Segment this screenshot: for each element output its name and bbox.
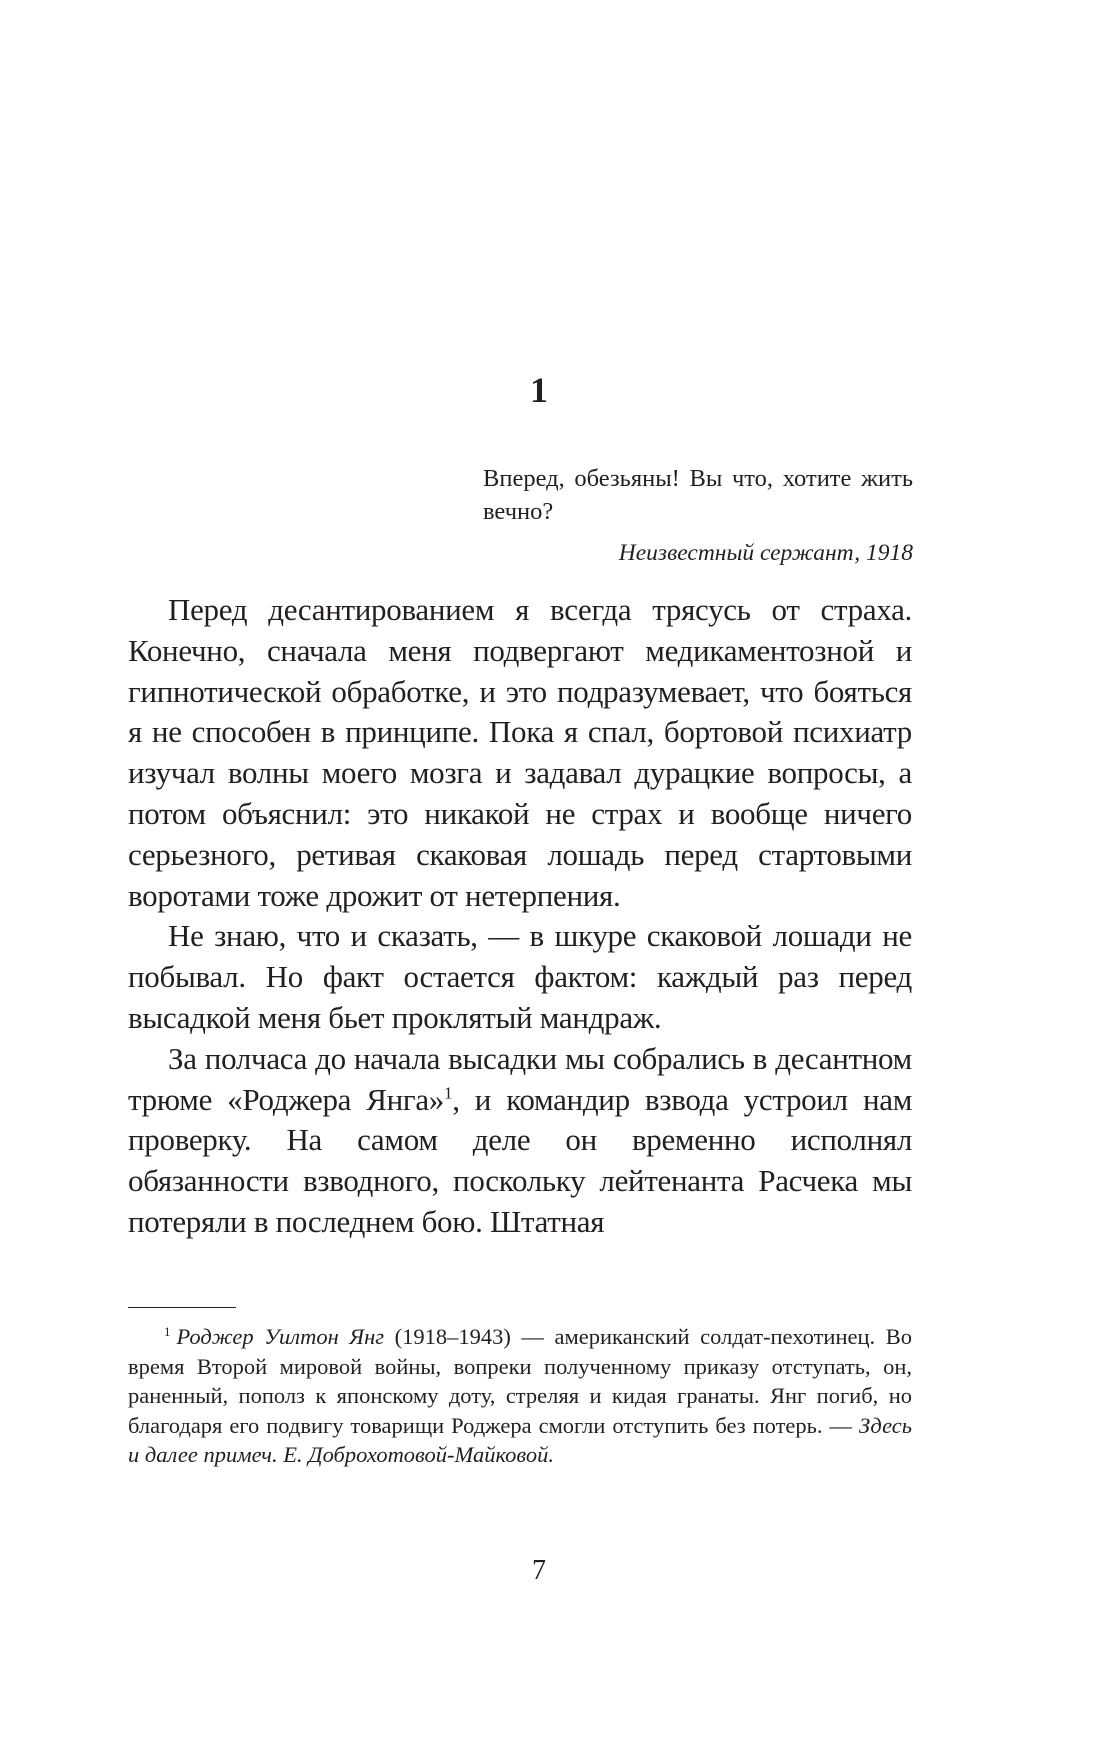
footnote-divider	[128, 1307, 236, 1308]
footnote-reference[interactable]: 1	[444, 1083, 453, 1103]
footnote-translator-note: Здесь и далее примеч. Е. Доброхотовой-Майковой.	[128, 1412, 912, 1467]
footnote	[128, 1322, 912, 1470]
paragraph	[128, 1039, 912, 1243]
paragraph-text: За полчаса до начала высадки мы собрались в десантном трюме «Роджера Янга»	[128, 1040, 912, 1117]
footnote-subject: Роджер Уилтон Янг	[176, 1324, 385, 1349]
chapter-number: 1	[530, 370, 548, 410]
epigraph	[483, 462, 913, 570]
footnote-mark: 1	[164, 1323, 171, 1339]
footnote-text: (1918–1943) — американский солдат-пехотинец. Во время Второй мировой войны, вопреки полученному приказу отступать, он, раненный, пополз к японскому доту, стреляя и кидая гранаты. Янг погиб, но благодаря его подвигу товарищи Роджера смогли отступить без потерь. —	[128, 1324, 912, 1438]
epigraph-text: Вперед, обезьяны! Вы что, хотите жить вечно?	[483, 465, 913, 525]
book-page	[128, 0, 912, 1742]
epigraph-source: Неизвестный сержант, 1918	[618, 540, 913, 566]
chapter-body	[128, 590, 912, 1243]
paragraph: Перед десантированием я всегда трясусь от страха. Конечно, сначала меня подвергают медикаментозной и гипнотической обработке, и это подразумевает, что бояться я не способен в принципе. Пока я спал, бортовой психиатр изучал волны моего мозга и задавал дурацкие вопросы, а потом объяснил: это никакой не страх и вообще ничего серьезного, ретивая скаковая лошадь перед стартовыми воротами тоже дрожит от нетерпения.	[128, 592, 912, 913]
paragraph: Не знаю, что и сказать, — в шкуре скаковой лошади не побывал. Но факт остается фактом: каждый раз перед высадкой меня бьет проклятый мандраж.	[128, 918, 912, 1035]
page-number: 7	[532, 1555, 546, 1586]
paragraph-text: , и командир взвода устроил нам проверку. На самом деле он временно исполнял обязанности взводного, поскольку лейтенанта Расчека мы потеряли в последнем бою. Штатная	[128, 1081, 913, 1239]
